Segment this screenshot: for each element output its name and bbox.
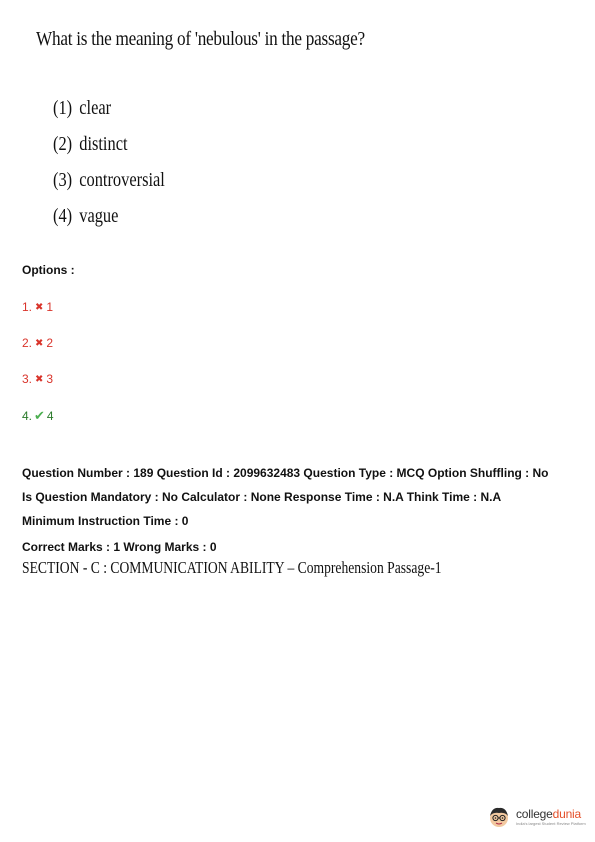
answer-choices bbox=[53, 97, 189, 241]
brand-tagline: India's largest Student Review Platform bbox=[516, 821, 586, 826]
brand-name: collegedunia bbox=[516, 807, 582, 821]
option-value: 3 bbox=[46, 372, 54, 386]
cross-icon: ✖ bbox=[35, 338, 44, 349]
option-index: 3. bbox=[22, 372, 33, 386]
choice-number: (2) bbox=[53, 133, 73, 155]
choice-item bbox=[53, 133, 165, 169]
checkmark-icon: ✔ bbox=[34, 408, 45, 423]
collegedunia-logo bbox=[486, 800, 586, 834]
option-item-correct bbox=[22, 408, 54, 444]
option-index: 2. bbox=[22, 336, 33, 350]
section-heading: SECTION - C : COMMUNICATION ABILITY – Comprehension Passage-1 bbox=[22, 558, 442, 577]
choice-text: vague bbox=[79, 205, 119, 227]
metadata-line: Minimum Instruction Time : 0 bbox=[22, 514, 189, 528]
mascot-icon bbox=[486, 804, 512, 830]
options-list bbox=[22, 300, 54, 444]
choice-item bbox=[53, 97, 165, 133]
option-item bbox=[22, 336, 54, 372]
choice-text: clear bbox=[79, 97, 112, 119]
option-value: 4 bbox=[46, 409, 54, 423]
option-index: 1. bbox=[22, 300, 33, 314]
cross-icon: ✖ bbox=[35, 374, 44, 385]
question-text: What is the meaning of 'nebulous' in the passage? bbox=[36, 28, 365, 50]
metadata-line: Is Question Mandatory : No Calculator : None Response Time : N.A Think Time : N.A bbox=[22, 490, 502, 504]
option-index: 4. bbox=[22, 409, 33, 423]
option-value: 1 bbox=[46, 300, 54, 314]
question-metadata bbox=[22, 461, 549, 559]
cross-icon: ✖ bbox=[35, 302, 44, 313]
option-value: 2 bbox=[46, 336, 54, 350]
choice-number: (1) bbox=[53, 97, 73, 119]
option-item bbox=[22, 372, 54, 408]
choice-text: controversial bbox=[79, 169, 165, 191]
choice-item bbox=[53, 205, 165, 241]
options-heading: Options : bbox=[22, 263, 75, 277]
metadata-line: Correct Marks : 1 Wrong Marks : 0 bbox=[22, 540, 217, 554]
option-item bbox=[22, 300, 54, 336]
metadata-line: Question Number : 189 Question Id : 2099632483 Question Type : MCQ Option Shuffling : No bbox=[22, 466, 549, 480]
choice-number: (4) bbox=[53, 205, 73, 227]
choice-text: distinct bbox=[79, 133, 128, 155]
choice-number: (3) bbox=[53, 169, 73, 191]
choice-item bbox=[53, 169, 165, 205]
